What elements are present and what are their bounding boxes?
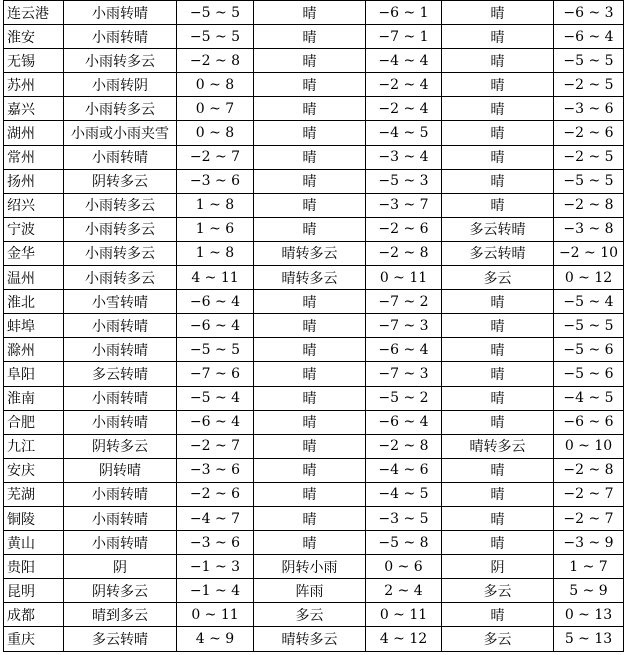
day2-weather-cell: 晴 bbox=[254, 25, 366, 49]
day2-weather-cell: 晴 bbox=[254, 362, 366, 386]
day2-temp-cell: −6 ~ 4 bbox=[366, 410, 442, 434]
city-cell: 绍兴 bbox=[4, 193, 64, 217]
day1-temp-cell: 1 ~ 8 bbox=[177, 193, 254, 217]
day1-weather-cell: 小雨转多云 bbox=[64, 97, 177, 121]
table-row bbox=[4, 290, 624, 314]
day3-weather-cell: 晴 bbox=[442, 25, 554, 49]
city-cell: 淮南 bbox=[4, 386, 64, 410]
day1-weather-cell: 小雨转晴 bbox=[64, 531, 177, 555]
day3-weather-cell: 晴 bbox=[442, 169, 554, 193]
day1-temp-cell: −2 ~ 6 bbox=[177, 482, 254, 506]
day3-temp-cell: −3 ~ 9 bbox=[554, 531, 624, 555]
table-row bbox=[4, 25, 624, 49]
day3-temp-cell: −5 ~ 6 bbox=[554, 362, 624, 386]
day2-weather-cell: 晴 bbox=[254, 217, 366, 241]
day2-temp-cell: −3 ~ 5 bbox=[366, 506, 442, 530]
day3-weather-cell: 晴 bbox=[442, 482, 554, 506]
day1-temp-cell: −3 ~ 6 bbox=[177, 458, 254, 482]
table-row bbox=[4, 266, 624, 290]
day3-weather-cell: 晴 bbox=[442, 97, 554, 121]
table-row bbox=[4, 193, 624, 217]
table-row bbox=[4, 410, 624, 434]
day3-temp-cell: −6 ~ 6 bbox=[554, 410, 624, 434]
city-cell: 九江 bbox=[4, 434, 64, 458]
day1-temp-cell: −1 ~ 3 bbox=[177, 555, 254, 579]
day2-weather-cell: 晴 bbox=[254, 49, 366, 73]
day1-weather-cell: 阴转多云 bbox=[64, 434, 177, 458]
day3-weather-cell: 多云 bbox=[442, 579, 554, 603]
day2-temp-cell: 0 ~ 11 bbox=[366, 603, 442, 627]
table-row bbox=[4, 49, 624, 73]
day1-weather-cell: 多云转晴 bbox=[64, 362, 177, 386]
day3-temp-cell: −2 ~ 7 bbox=[554, 482, 624, 506]
city-cell: 铜陵 bbox=[4, 506, 64, 530]
day1-weather-cell: 晴到多云 bbox=[64, 603, 177, 627]
city-cell: 芜湖 bbox=[4, 482, 64, 506]
day1-temp-cell: −5 ~ 5 bbox=[177, 25, 254, 49]
day3-temp-cell: 5 ~ 13 bbox=[554, 627, 624, 651]
day2-weather-cell: 晴 bbox=[254, 73, 366, 97]
day1-temp-cell: 1 ~ 6 bbox=[177, 217, 254, 241]
day2-weather-cell: 晴 bbox=[254, 193, 366, 217]
day1-temp-cell: −7 ~ 6 bbox=[177, 362, 254, 386]
day1-temp-cell: 4 ~ 11 bbox=[177, 266, 254, 290]
day3-temp-cell: −3 ~ 8 bbox=[554, 217, 624, 241]
table-row bbox=[4, 1, 624, 25]
day3-weather-cell: 阴 bbox=[442, 555, 554, 579]
day3-temp-cell: −2 ~ 8 bbox=[554, 193, 624, 217]
day2-weather-cell: 晴 bbox=[254, 434, 366, 458]
day2-weather-cell: 晴 bbox=[254, 290, 366, 314]
city-cell: 贵阳 bbox=[4, 555, 64, 579]
day1-temp-cell: 4 ~ 9 bbox=[177, 627, 254, 651]
day3-weather-cell: 晴 bbox=[442, 386, 554, 410]
day3-weather-cell: 晴 bbox=[442, 410, 554, 434]
table-row bbox=[4, 579, 624, 603]
city-cell: 淮北 bbox=[4, 290, 64, 314]
day1-weather-cell: 小雨转晴 bbox=[64, 338, 177, 362]
day2-weather-cell: 晴 bbox=[254, 482, 366, 506]
day2-temp-cell: −2 ~ 6 bbox=[366, 217, 442, 241]
day3-weather-cell: 多云转晴 bbox=[442, 241, 554, 265]
day1-temp-cell: −2 ~ 8 bbox=[177, 49, 254, 73]
day1-weather-cell: 小雨转多云 bbox=[64, 217, 177, 241]
table-row bbox=[4, 73, 624, 97]
day2-temp-cell: −3 ~ 4 bbox=[366, 145, 442, 169]
city-cell: 昆明 bbox=[4, 579, 64, 603]
day2-temp-cell: −7 ~ 3 bbox=[366, 314, 442, 338]
day3-weather-cell: 晴 bbox=[442, 290, 554, 314]
day1-temp-cell: 1 ~ 8 bbox=[177, 241, 254, 265]
day2-temp-cell: 2 ~ 4 bbox=[366, 579, 442, 603]
table-row bbox=[4, 531, 624, 555]
weather-forecast-table bbox=[3, 0, 624, 652]
day3-temp-cell: −4 ~ 5 bbox=[554, 386, 624, 410]
day3-weather-cell: 晴 bbox=[442, 362, 554, 386]
city-cell: 嘉兴 bbox=[4, 97, 64, 121]
day3-temp-cell: 1 ~ 7 bbox=[554, 555, 624, 579]
city-cell: 成都 bbox=[4, 603, 64, 627]
day2-weather-cell: 晴 bbox=[254, 1, 366, 25]
day2-temp-cell: −5 ~ 2 bbox=[366, 386, 442, 410]
table-row bbox=[4, 434, 624, 458]
day2-temp-cell: −2 ~ 4 bbox=[366, 73, 442, 97]
day2-weather-cell: 晴 bbox=[254, 169, 366, 193]
day3-weather-cell: 晴 bbox=[442, 531, 554, 555]
day2-weather-cell: 晴 bbox=[254, 145, 366, 169]
day1-temp-cell: −6 ~ 4 bbox=[177, 314, 254, 338]
table-row bbox=[4, 362, 624, 386]
day3-weather-cell: 晴转多云 bbox=[442, 434, 554, 458]
day3-weather-cell: 晴 bbox=[442, 121, 554, 145]
day3-temp-cell: −5 ~ 6 bbox=[554, 338, 624, 362]
table-row bbox=[4, 217, 624, 241]
day1-temp-cell: 0 ~ 7 bbox=[177, 97, 254, 121]
day3-temp-cell: 0 ~ 10 bbox=[554, 434, 624, 458]
day1-temp-cell: −6 ~ 4 bbox=[177, 290, 254, 314]
city-cell: 宁波 bbox=[4, 217, 64, 241]
day2-temp-cell: −5 ~ 3 bbox=[366, 169, 442, 193]
day1-temp-cell: −3 ~ 6 bbox=[177, 169, 254, 193]
day2-temp-cell: −2 ~ 8 bbox=[366, 434, 442, 458]
city-cell: 扬州 bbox=[4, 169, 64, 193]
day2-weather-cell: 阴转小雨 bbox=[254, 555, 366, 579]
day3-temp-cell: −2 ~ 5 bbox=[554, 73, 624, 97]
day1-weather-cell: 阴转晴 bbox=[64, 458, 177, 482]
day1-weather-cell: 小雨转多云 bbox=[64, 241, 177, 265]
day3-temp-cell: −2 ~ 8 bbox=[554, 458, 624, 482]
city-cell: 重庆 bbox=[4, 627, 64, 651]
city-cell: 湖州 bbox=[4, 121, 64, 145]
day2-temp-cell: −7 ~ 3 bbox=[366, 362, 442, 386]
day2-weather-cell: 多云 bbox=[254, 603, 366, 627]
city-cell: 合肥 bbox=[4, 410, 64, 434]
day3-temp-cell: 5 ~ 9 bbox=[554, 579, 624, 603]
day1-temp-cell: −3 ~ 6 bbox=[177, 531, 254, 555]
day3-weather-cell: 晴 bbox=[442, 506, 554, 530]
day3-weather-cell: 晴 bbox=[442, 314, 554, 338]
table-row bbox=[4, 241, 624, 265]
day1-temp-cell: −1 ~ 4 bbox=[177, 579, 254, 603]
day2-weather-cell: 晴 bbox=[254, 338, 366, 362]
day1-weather-cell: 小雨转多云 bbox=[64, 266, 177, 290]
day2-temp-cell: −7 ~ 2 bbox=[366, 290, 442, 314]
table-row bbox=[4, 386, 624, 410]
city-cell: 阜阳 bbox=[4, 362, 64, 386]
day2-temp-cell: −4 ~ 5 bbox=[366, 121, 442, 145]
day3-temp-cell: −2 ~ 5 bbox=[554, 145, 624, 169]
city-cell: 连云港 bbox=[4, 1, 64, 25]
day3-weather-cell: 多云 bbox=[442, 266, 554, 290]
day1-temp-cell: −2 ~ 7 bbox=[177, 434, 254, 458]
day3-temp-cell: −5 ~ 4 bbox=[554, 290, 624, 314]
day2-weather-cell: 晴 bbox=[254, 506, 366, 530]
day2-temp-cell: 0 ~ 11 bbox=[366, 266, 442, 290]
day1-temp-cell: −6 ~ 4 bbox=[177, 410, 254, 434]
day2-weather-cell: 晴 bbox=[254, 97, 366, 121]
day2-temp-cell: −2 ~ 4 bbox=[366, 97, 442, 121]
day1-weather-cell: 小雨转晴 bbox=[64, 25, 177, 49]
day2-weather-cell: 晴 bbox=[254, 531, 366, 555]
day1-temp-cell: −2 ~ 7 bbox=[177, 145, 254, 169]
table-row bbox=[4, 506, 624, 530]
day3-temp-cell: −5 ~ 5 bbox=[554, 169, 624, 193]
day2-temp-cell: −4 ~ 6 bbox=[366, 458, 442, 482]
city-cell: 安庆 bbox=[4, 458, 64, 482]
city-cell: 无锡 bbox=[4, 49, 64, 73]
day3-weather-cell: 晴 bbox=[442, 73, 554, 97]
day1-weather-cell: 小雨或小雨夹雪 bbox=[64, 121, 177, 145]
day2-temp-cell: −6 ~ 4 bbox=[366, 338, 442, 362]
day2-weather-cell: 晴 bbox=[254, 458, 366, 482]
day2-temp-cell: 0 ~ 6 bbox=[366, 555, 442, 579]
day1-weather-cell: 小雨转晴 bbox=[64, 386, 177, 410]
day2-temp-cell: −2 ~ 8 bbox=[366, 241, 442, 265]
city-cell: 淮安 bbox=[4, 25, 64, 49]
day1-temp-cell: −5 ~ 5 bbox=[177, 338, 254, 362]
day3-temp-cell: 0 ~ 12 bbox=[554, 266, 624, 290]
day1-weather-cell: 小雨转多云 bbox=[64, 49, 177, 73]
day1-weather-cell: 小雨转晴 bbox=[64, 145, 177, 169]
day1-temp-cell: −4 ~ 7 bbox=[177, 506, 254, 530]
day1-weather-cell: 小雨转晴 bbox=[64, 1, 177, 25]
city-cell: 金华 bbox=[4, 241, 64, 265]
day1-weather-cell: 小雪转晴 bbox=[64, 290, 177, 314]
day1-weather-cell: 阴转多云 bbox=[64, 169, 177, 193]
day2-weather-cell: 晴转多云 bbox=[254, 241, 366, 265]
city-cell: 蚌埠 bbox=[4, 314, 64, 338]
day3-temp-cell: −2 ~ 7 bbox=[554, 506, 624, 530]
table-row bbox=[4, 97, 624, 121]
day1-weather-cell: 小雨转晴 bbox=[64, 482, 177, 506]
day3-temp-cell: −2 ~ 6 bbox=[554, 121, 624, 145]
table-row bbox=[4, 482, 624, 506]
day2-temp-cell: −3 ~ 7 bbox=[366, 193, 442, 217]
day3-weather-cell: 晴 bbox=[442, 145, 554, 169]
table-row bbox=[4, 627, 624, 651]
table-row bbox=[4, 555, 624, 579]
day2-weather-cell: 晴转多云 bbox=[254, 627, 366, 651]
forecast-table-body bbox=[4, 1, 624, 652]
table-row bbox=[4, 458, 624, 482]
day2-weather-cell: 晴 bbox=[254, 410, 366, 434]
city-cell: 苏州 bbox=[4, 73, 64, 97]
day3-temp-cell: 0 ~ 13 bbox=[554, 603, 624, 627]
day3-temp-cell: −5 ~ 5 bbox=[554, 49, 624, 73]
day2-temp-cell: 4 ~ 12 bbox=[366, 627, 442, 651]
day3-weather-cell: 晴 bbox=[442, 458, 554, 482]
city-cell: 常州 bbox=[4, 145, 64, 169]
day1-temp-cell: 0 ~ 11 bbox=[177, 603, 254, 627]
day1-temp-cell: 0 ~ 8 bbox=[177, 73, 254, 97]
table-row bbox=[4, 121, 624, 145]
day2-weather-cell: 晴 bbox=[254, 121, 366, 145]
city-cell: 黄山 bbox=[4, 531, 64, 555]
day1-weather-cell: 小雨转晴 bbox=[64, 410, 177, 434]
day1-temp-cell: 0 ~ 8 bbox=[177, 121, 254, 145]
day2-temp-cell: −4 ~ 4 bbox=[366, 49, 442, 73]
day1-weather-cell: 小雨转阴 bbox=[64, 73, 177, 97]
day3-temp-cell: −2 ~ 10 bbox=[554, 241, 624, 265]
day3-weather-cell: 多云 bbox=[442, 627, 554, 651]
day2-temp-cell: −7 ~ 1 bbox=[366, 25, 442, 49]
day3-weather-cell: 多云转晴 bbox=[442, 217, 554, 241]
day3-weather-cell: 晴 bbox=[442, 603, 554, 627]
day2-weather-cell: 晴 bbox=[254, 314, 366, 338]
day2-weather-cell: 阵雨 bbox=[254, 579, 366, 603]
day2-weather-cell: 晴 bbox=[254, 386, 366, 410]
day1-temp-cell: −5 ~ 4 bbox=[177, 386, 254, 410]
day3-temp-cell: −5 ~ 5 bbox=[554, 314, 624, 338]
day2-temp-cell: −4 ~ 5 bbox=[366, 482, 442, 506]
day3-weather-cell: 晴 bbox=[442, 193, 554, 217]
day1-weather-cell: 小雨转晴 bbox=[64, 506, 177, 530]
city-cell: 温州 bbox=[4, 266, 64, 290]
table-row bbox=[4, 145, 624, 169]
table-row bbox=[4, 603, 624, 627]
day3-temp-cell: −3 ~ 6 bbox=[554, 97, 624, 121]
day3-weather-cell: 晴 bbox=[442, 338, 554, 362]
table-row bbox=[4, 314, 624, 338]
day2-weather-cell: 晴转多云 bbox=[254, 266, 366, 290]
day2-temp-cell: −6 ~ 1 bbox=[366, 1, 442, 25]
day3-weather-cell: 晴 bbox=[442, 49, 554, 73]
day2-temp-cell: −5 ~ 8 bbox=[366, 531, 442, 555]
day1-weather-cell: 多云转晴 bbox=[64, 627, 177, 651]
day1-weather-cell: 阴 bbox=[64, 555, 177, 579]
day3-temp-cell: −6 ~ 4 bbox=[554, 25, 624, 49]
day1-weather-cell: 阴转多云 bbox=[64, 579, 177, 603]
day1-temp-cell: −5 ~ 5 bbox=[177, 1, 254, 25]
day3-temp-cell: −6 ~ 3 bbox=[554, 1, 624, 25]
table-row bbox=[4, 338, 624, 362]
day1-weather-cell: 小雨转多云 bbox=[64, 193, 177, 217]
table-row bbox=[4, 169, 624, 193]
day3-weather-cell: 晴 bbox=[442, 1, 554, 25]
city-cell: 滁州 bbox=[4, 338, 64, 362]
day1-weather-cell: 小雨转晴 bbox=[64, 314, 177, 338]
